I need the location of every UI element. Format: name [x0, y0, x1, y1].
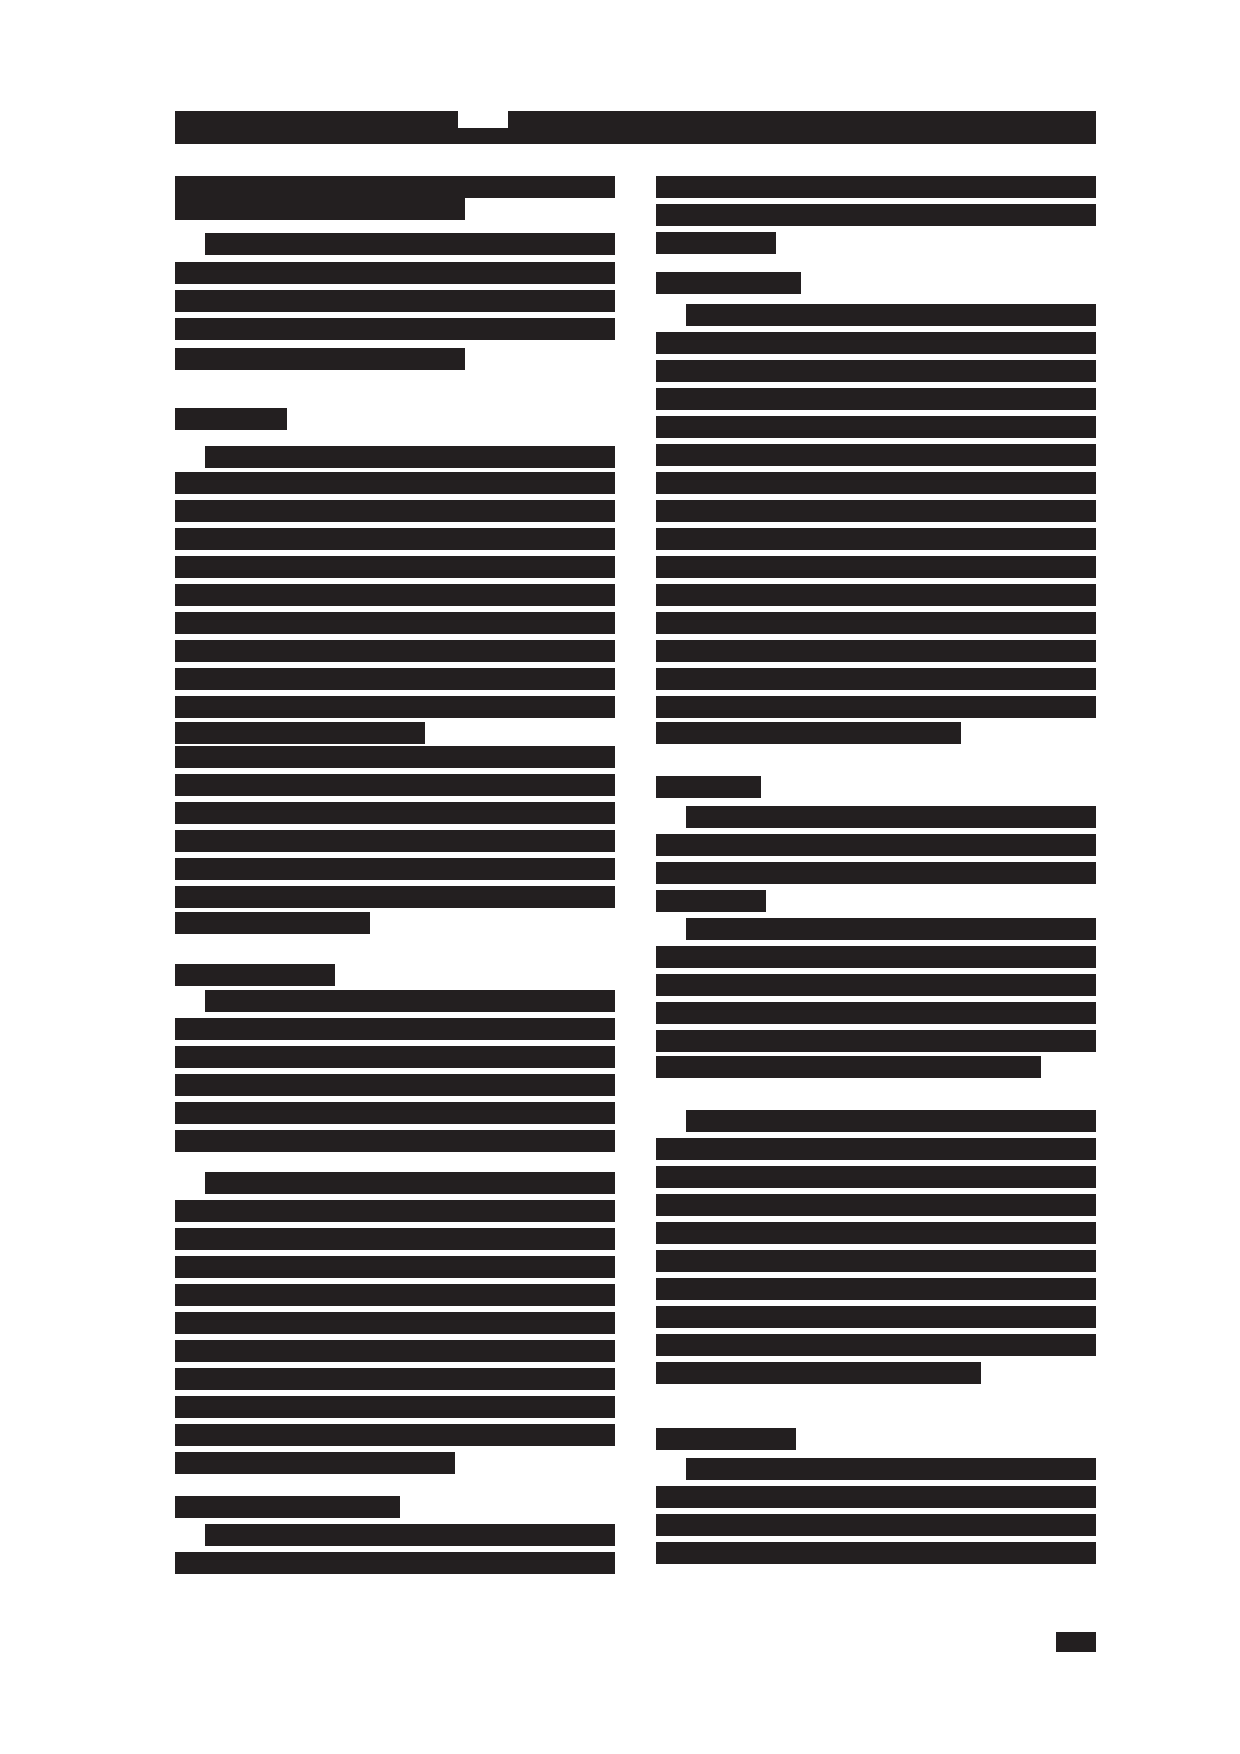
text-line-redacted	[205, 233, 615, 255]
text-line-redacted	[656, 612, 1096, 634]
text-line-redacted	[686, 1110, 1096, 1132]
text-line-redacted	[175, 1046, 615, 1068]
section-heading-redacted	[175, 964, 335, 986]
text-line-redacted	[656, 584, 1096, 606]
text-line-redacted	[656, 176, 1096, 198]
text-line-redacted	[656, 444, 1096, 466]
header-separator	[458, 111, 508, 128]
text-line-redacted	[175, 556, 615, 578]
section-heading-redacted	[175, 1496, 400, 1518]
text-line-redacted	[175, 746, 615, 768]
text-line-redacted	[686, 304, 1096, 326]
text-line-redacted	[175, 290, 615, 312]
text-line-redacted	[656, 332, 1096, 354]
text-line-redacted	[175, 262, 615, 284]
text-line-redacted	[656, 204, 1096, 226]
text-line-redacted	[686, 806, 1096, 828]
text-line-redacted	[656, 1002, 1096, 1024]
text-line-redacted	[656, 1514, 1096, 1536]
text-line-redacted	[175, 640, 615, 662]
text-line-redacted	[656, 388, 1096, 410]
text-line-redacted	[175, 1340, 615, 1362]
text-line-redacted	[175, 886, 615, 908]
text-line-redacted	[656, 1138, 1096, 1160]
section-heading-redacted	[656, 272, 801, 294]
text-line-redacted	[656, 1056, 1041, 1078]
text-line-redacted	[175, 612, 615, 634]
text-line-redacted	[175, 1074, 615, 1096]
text-line-redacted	[205, 1172, 615, 1194]
section-heading-redacted	[175, 408, 287, 430]
text-line-redacted	[175, 1312, 615, 1334]
text-line-redacted	[175, 472, 615, 494]
text-line-redacted	[175, 176, 615, 198]
text-line-redacted	[175, 668, 615, 690]
text-line-redacted	[175, 198, 465, 220]
text-line-redacted	[656, 696, 1096, 718]
text-line-redacted	[175, 318, 615, 340]
text-line-redacted	[656, 1334, 1096, 1356]
text-line-redacted	[656, 834, 1096, 856]
text-line-redacted	[656, 1250, 1096, 1272]
section-heading-redacted	[175, 722, 425, 744]
text-line-redacted	[656, 1306, 1096, 1328]
text-line-redacted	[656, 416, 1096, 438]
text-line-redacted	[656, 862, 1096, 884]
running-header-redacted	[175, 111, 1096, 144]
section-heading-redacted	[656, 776, 761, 798]
text-line-redacted	[656, 890, 766, 912]
text-line-redacted	[175, 802, 615, 824]
text-line-redacted	[656, 232, 776, 254]
text-line-redacted	[656, 1166, 1096, 1188]
text-line-redacted	[175, 1452, 455, 1474]
text-line-redacted	[175, 528, 615, 550]
text-line-redacted	[656, 1030, 1096, 1052]
text-line-redacted	[175, 1130, 615, 1152]
text-line-redacted	[175, 1552, 615, 1574]
text-line-redacted	[175, 912, 370, 934]
text-line-redacted	[656, 1542, 1096, 1564]
text-line-redacted	[656, 974, 1096, 996]
text-line-redacted	[205, 990, 615, 1012]
text-line-redacted	[175, 696, 615, 718]
text-line-redacted	[656, 722, 961, 744]
text-line-redacted	[656, 1194, 1096, 1216]
text-line-redacted	[175, 1102, 615, 1124]
text-line-redacted	[175, 830, 615, 852]
text-line-redacted	[175, 1424, 615, 1446]
text-line-redacted	[175, 500, 615, 522]
text-line-redacted	[175, 1396, 615, 1418]
text-line-redacted	[686, 1458, 1096, 1480]
text-line-redacted	[656, 500, 1096, 522]
text-line-redacted	[175, 584, 615, 606]
text-line-redacted	[656, 668, 1096, 690]
text-line-redacted	[205, 446, 615, 468]
text-line-redacted	[175, 1228, 615, 1250]
text-line-redacted	[656, 640, 1096, 662]
text-line-redacted	[175, 1256, 615, 1278]
text-line-redacted	[175, 858, 615, 880]
text-line-redacted	[175, 1284, 615, 1306]
text-line-redacted	[205, 1524, 615, 1546]
text-line-redacted	[656, 472, 1096, 494]
text-line-redacted	[656, 1278, 1096, 1300]
text-line-redacted	[175, 1368, 615, 1390]
text-line-redacted	[656, 1222, 1096, 1244]
text-line-redacted	[656, 360, 1096, 382]
text-line-redacted	[175, 774, 615, 796]
text-line-redacted	[175, 348, 465, 370]
text-line-redacted	[175, 1018, 615, 1040]
text-line-redacted	[175, 1200, 615, 1222]
section-heading-redacted	[656, 1428, 796, 1450]
text-line-redacted	[656, 1362, 981, 1384]
text-line-redacted	[656, 946, 1096, 968]
text-line-redacted	[686, 918, 1096, 940]
text-line-redacted	[656, 556, 1096, 578]
page-number-redacted	[1056, 1632, 1096, 1652]
text-line-redacted	[656, 528, 1096, 550]
text-line-redacted	[656, 1486, 1096, 1508]
